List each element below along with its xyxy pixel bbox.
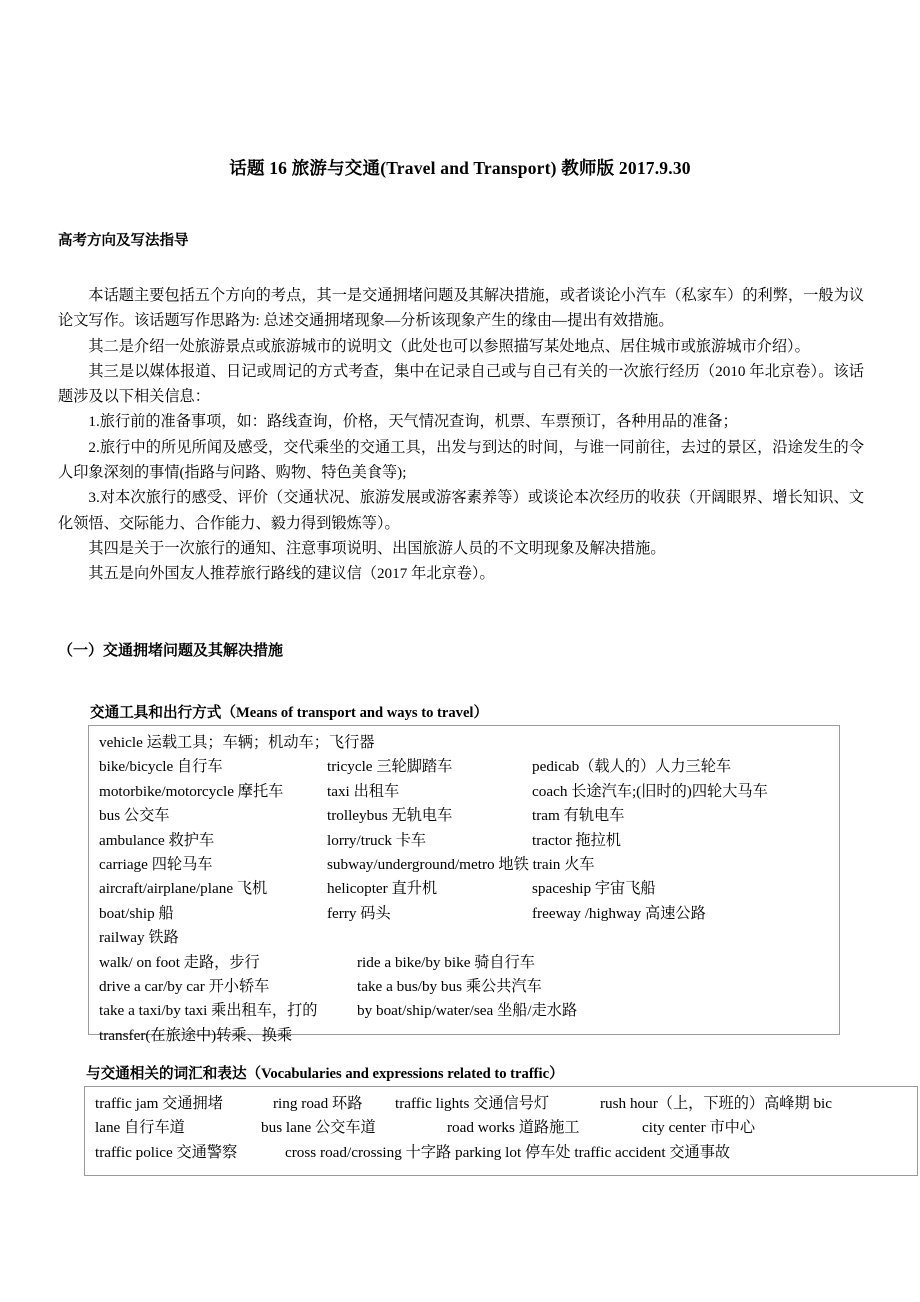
- cell: coach 长途汽车;(旧时的)四轮大马车: [532, 782, 768, 800]
- cell: boat/ship 船: [99, 904, 174, 922]
- cell: helicopter 直升机: [327, 880, 438, 898]
- traffic-vocab-title: 与交通相关的词汇和表达（Vocabularies and expressions related to traffic）: [84, 1062, 918, 1087]
- cell: by boat/ship/water/sea 坐船/走水路: [357, 1002, 578, 1020]
- cell: ride a bike/by bike 骑自行车: [357, 953, 535, 971]
- transport-vocab-box: [88, 726, 840, 1044]
- cell: bike/bicycle 自行车: [99, 758, 223, 776]
- table-row: [89, 877, 839, 901]
- table-row: [85, 1141, 917, 1165]
- cell: taxi 出租车: [327, 782, 400, 800]
- cell: drive a car/by car 开小轿车: [99, 978, 270, 996]
- cell: carriage 四轮马车: [99, 856, 213, 874]
- cell: take a bus/by bus 乘公共汽车: [357, 978, 542, 996]
- cell: tractor 拖拉机: [532, 831, 621, 849]
- paragraph-8: 其五是向外国友人推荐旅行路线的建议信（2017 年北京卷）。: [88, 565, 495, 583]
- paragraph-6: 3.对本次旅行的感受、评价（交通状况、旅游发展或游客素养等）或谈论本次经历的收获（开阔眼界、增长知识、文化领悟、交际能力、合作能力、毅力得到锻炼等）。: [58, 489, 864, 532]
- table-row: [89, 804, 839, 828]
- cell: cross road/crossing 十字路 parking lot 停车处 traffic accident 交通事故: [285, 1143, 731, 1161]
- cell: motorbike/motorcycle 摩托车: [99, 782, 284, 800]
- table-row: [85, 1116, 917, 1140]
- table-row: [89, 926, 839, 950]
- table-row: [89, 951, 839, 975]
- cell: ambulance 救护车: [99, 831, 215, 849]
- cell: walk/ on foot 走路，步行: [99, 953, 260, 971]
- page-title: 话题 16 旅游与交通(Travel and Transport) 教师版 2017.9.30: [229, 158, 691, 178]
- cell: ferry 码头: [327, 904, 391, 922]
- table-row: [85, 1092, 917, 1116]
- cell: aircraft/airplane/plane 飞机: [99, 880, 268, 898]
- cell: vehicle 运载工具；车辆；机动车；飞行器: [99, 734, 375, 751]
- traffic-vocab-section: [84, 1062, 918, 1176]
- cell: road works 道路施工: [447, 1119, 580, 1137]
- cell: bus lane 公交车道: [261, 1119, 376, 1137]
- cell: lorry/truck 卡车: [327, 831, 427, 849]
- paragraph-4: 1.旅行前的准备事项，如：路线查询，价格，天气情况查询，机票、车票预订，各种用品的准备；: [88, 413, 738, 431]
- paragraph-5: 2.旅行中的所见所闻及感受，交代乘坐的交通工具，出发与到达的时间，与谁一同前往，去过的景区，沿途发生的令人印象深刻的事情(指路与问路、购物、特色美食等);: [58, 438, 864, 482]
- body-text: [58, 283, 864, 587]
- cell: lane 自行车道: [95, 1119, 185, 1137]
- paragraph-2: 其二是介绍一处旅游景点或旅游城市的说明文（此处也可以参照描写某处地点、居住城市或旅游城市介绍）。: [88, 337, 810, 355]
- cell: railway 铁路: [99, 929, 179, 947]
- cell: traffic lights 交通信号灯: [395, 1095, 550, 1112]
- paragraph-7: 其四是关于一次旅行的通知、注意事项说明、出国旅游人员的不文明现象及解决措施。: [88, 539, 666, 557]
- cell: bus 公交车: [99, 807, 170, 825]
- table-row: [89, 999, 839, 1023]
- table-row: [89, 902, 839, 926]
- cell: subway/underground/metro 地铁 train 火车: [327, 856, 595, 874]
- table-row: [89, 829, 839, 853]
- section-heading-traffic-jam: （一）交通拥堵问题及其解决措施: [58, 643, 284, 659]
- cell: transfer(在旅途中)转乘、换乘: [99, 1026, 293, 1044]
- cell: ring road 环路: [273, 1095, 363, 1112]
- transport-vocab-section: [88, 701, 840, 1044]
- cell: tram 有轨电车: [532, 807, 625, 825]
- cell: tricycle 三轮脚踏车: [327, 758, 453, 776]
- cell: trolleybus 无轨电车: [327, 807, 453, 825]
- table-row: [89, 731, 839, 755]
- cell: freeway /highway 高速公路: [532, 904, 706, 922]
- cell: pedicab（载人的）人力三轮车: [532, 758, 732, 776]
- traffic-vocab-box: [84, 1087, 918, 1176]
- cell: traffic jam 交通拥堵: [95, 1095, 223, 1112]
- paragraph-1: 本话题主要包括五个方向的考点，其一是交通拥堵问题及其解决措施，或者谈论小汽车（私家车）的利弊，一般为议论文写作。该话题写作思路为: 总述交通拥堵现象—分析该现象产生的缘由—提出有效措施。: [58, 287, 864, 330]
- section-heading-guide: 高考方向及写法指导: [58, 233, 189, 249]
- cell: rush hour（上，下班的）高峰期 bic: [600, 1095, 833, 1112]
- cell: take a taxi/by taxi 乘出租车，打的: [99, 1002, 318, 1020]
- cell: traffic police 交通警察: [95, 1143, 238, 1161]
- paragraph-3: 其三是以媒体报道、日记或周记的方式考查，集中在记录自己或与自己有关的一次旅行经历（2010 年北京卷）。该话题涉及以下相关信息：: [58, 362, 864, 406]
- table-row: [89, 853, 839, 877]
- cell: spaceship 宇宙飞船: [532, 880, 656, 898]
- cell: city center 市中心: [642, 1119, 756, 1137]
- table-row: [89, 780, 839, 804]
- table-row: [89, 755, 839, 779]
- table-row: [89, 1024, 839, 1048]
- table-row: [89, 975, 839, 999]
- transport-vocab-title: 交通工具和出行方式（Means of transport and ways to travel）: [88, 701, 840, 726]
